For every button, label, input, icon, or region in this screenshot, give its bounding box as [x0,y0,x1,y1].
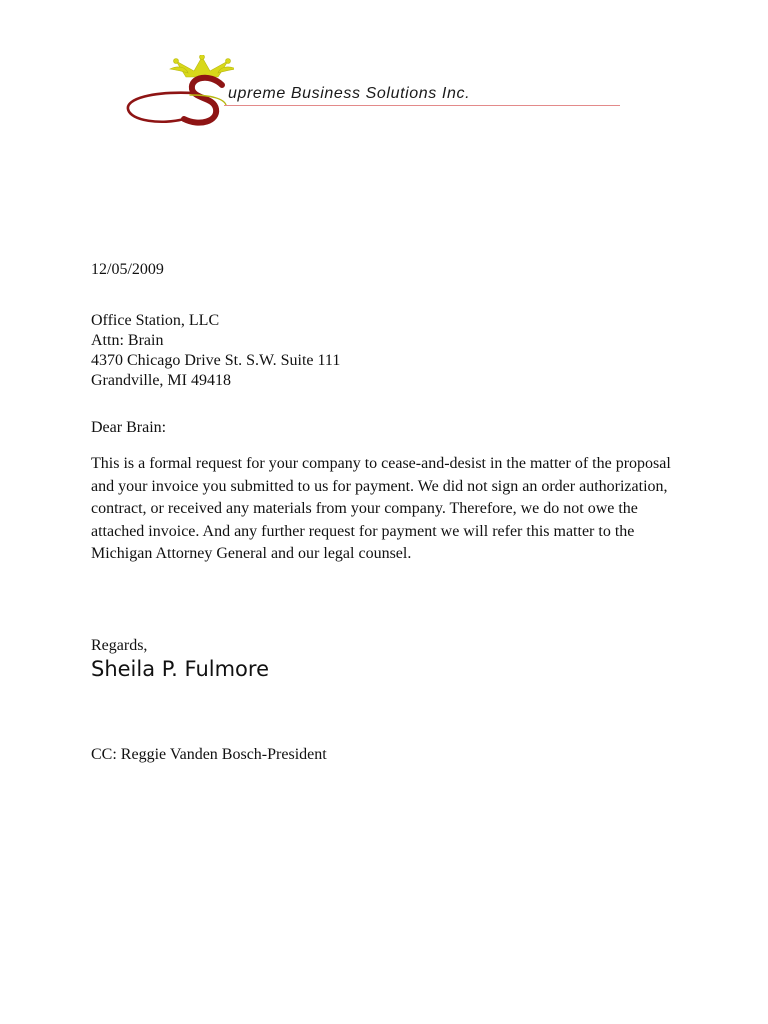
recipient-attn: Attn: Brain [91,332,164,349]
company-name: upreme Business Solutions Inc. [228,85,471,102]
letterhead-rule [224,105,620,106]
cc-line: CC: Reggie Vanden Bosch-President [91,746,327,763]
signature: Sheila P. Fulmore [91,657,269,681]
letter-body: This is a formal request for your company to cease-and-desist in the matter of the proposal and your invoice you submitted to us for payment. We did not sign an order authorization, contract, or received any materials from your company. Therefore, we do not owe the attached invoice. And any further request for payment we will refer this matter to the Michigan Attorney General and our legal counsel. [91,455,671,562]
recipient-company: Office Station, LLC [91,312,220,329]
recipient-street: 4370 Chicago Drive St. S.W. Suite 111 [91,352,341,369]
recipient-address [91,311,340,391]
letter-date: 12/05/2009 [91,261,164,278]
salutation: Dear Brain: [91,419,167,436]
crown-s-swoosh-logo-icon [124,55,234,130]
closing: Regards, [91,637,148,654]
letterhead [124,55,624,130]
recipient-city: Grandville, MI 49418 [91,372,231,389]
